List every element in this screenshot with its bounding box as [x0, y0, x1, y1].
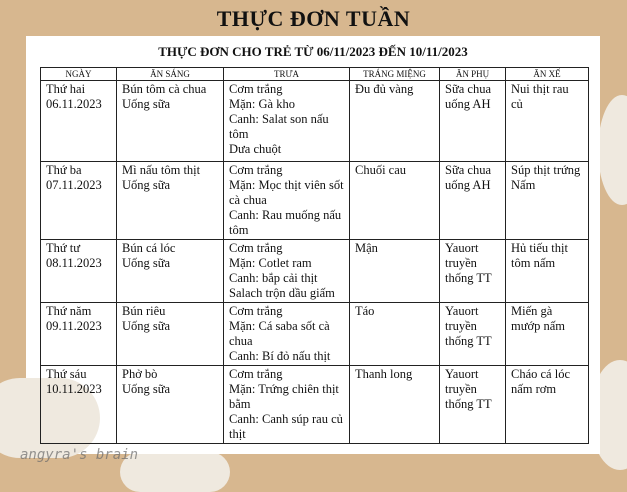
column-header-snack: ĂN PHỤ: [440, 68, 506, 81]
menu-line: Mặn: Cotlet ram: [229, 256, 312, 270]
day-cell: [41, 162, 117, 240]
menu-line: Uống sữa: [122, 256, 171, 270]
afternoon-cell: [506, 303, 589, 366]
dessert-cell: [350, 162, 440, 240]
page-title: THỰC ĐƠN TUẦN: [216, 6, 411, 31]
menu-line: Canh: Canh súp rau củ thịt: [229, 412, 343, 441]
column-header-day: NGÀY: [41, 68, 117, 81]
breakfast-cell: [117, 162, 224, 240]
breakfast-cell: [117, 303, 224, 366]
menu-line: Canh: Salat son nấu tôm: [229, 112, 329, 141]
menu-line: Sữa chua uống AH: [445, 82, 491, 111]
lunch-cell: [224, 366, 350, 444]
dessert-cell: [350, 81, 440, 162]
menu-line: Canh: Bí đỏ nấu thịt: [229, 349, 331, 363]
menu-line: Cơm trắng: [229, 241, 283, 255]
menu-line: Canh: Rau muống nấu tôm: [229, 208, 342, 237]
menu-line: Yauort truyền thống TT: [445, 367, 492, 411]
menu-heading: THỰC ĐƠN CHO TRẺ TỪ 06/11/2023 ĐẾN 10/11/2023: [158, 44, 468, 59]
afternoon-cell: [506, 162, 589, 240]
menu-line: Cơm trắng: [229, 82, 283, 96]
menu-line: Táo: [355, 304, 375, 318]
menu-line: Dưa chuột: [229, 142, 282, 156]
menu-line: Thanh long: [355, 367, 413, 381]
menu-line: Đu đủ vàng: [355, 82, 414, 96]
day-name: Thứ hai: [46, 82, 86, 96]
menu-line: Cơm trắng: [229, 367, 283, 381]
menu-line: Sữa chua uống AH: [445, 163, 491, 192]
snack-cell: [440, 240, 506, 303]
menu-line: Mặn: Cá saba sốt cà chua: [229, 319, 330, 348]
day-name: Thứ sáu: [46, 367, 87, 381]
day-date: 06.11.2023: [46, 97, 102, 111]
menu-line: Salach trộn dầu giấm: [229, 286, 335, 300]
table-row: [41, 162, 589, 240]
lunch-cell: [224, 162, 350, 240]
menu-line: Yauort truyền thống TT: [445, 304, 492, 348]
dessert-cell: [350, 303, 440, 366]
menu-line: Canh: bắp cải thịt: [229, 271, 318, 285]
dessert-cell: [350, 240, 440, 303]
snack-cell: [440, 81, 506, 162]
menu-line: Uống sữa: [122, 319, 171, 333]
table-row: [41, 366, 589, 444]
menu-line: Mì nấu tôm thịt: [122, 163, 201, 177]
menu-line: Mặn: Mọc thịt viên sốt cà chua: [229, 178, 344, 207]
menu-line: Miến gà mướp nấm: [511, 304, 566, 333]
table-row: [41, 303, 589, 366]
column-header-afternoon: ĂN XẾ: [506, 68, 589, 81]
watermark-text: angyra's brain: [20, 447, 139, 463]
day-name: Thứ ba: [46, 163, 82, 177]
column-header-dessert: TRÁNG MIỆNG: [350, 68, 440, 81]
menu-line: Hủ tiếu thịt tôm nấm: [511, 241, 568, 270]
day-date: 09.11.2023: [46, 319, 102, 333]
day-date: 08.11.2023: [46, 256, 102, 270]
menu-line: Uống sữa: [122, 382, 171, 396]
menu-line: Cơm trắng: [229, 163, 283, 177]
dessert-cell: [350, 366, 440, 444]
menu-line: Uống sữa: [122, 178, 171, 192]
menu-line: Bún riêu: [122, 304, 166, 318]
menu-line: Phở bò: [122, 367, 158, 381]
snack-cell: [440, 303, 506, 366]
menu-line: Cơm trắng: [229, 304, 283, 318]
menu-line: Uống sữa: [122, 97, 171, 111]
decorative-blob: [598, 95, 627, 205]
afternoon-cell: [506, 240, 589, 303]
lunch-cell: [224, 81, 350, 162]
column-header-breakfast: ĂN SÁNG: [117, 68, 224, 81]
menu-line: Bún cá lóc: [122, 241, 176, 255]
breakfast-cell: [117, 81, 224, 162]
breakfast-cell: [117, 240, 224, 303]
day-cell: [41, 366, 117, 444]
menu-line: Bún tôm cà chua: [122, 82, 207, 96]
day-cell: [41, 240, 117, 303]
day-date: 07.11.2023: [46, 178, 102, 192]
menu-line: Mặn: Trứng chiên thịt bằm: [229, 382, 339, 411]
menu-line: Cháo cá lóc nấm rơm: [511, 367, 571, 396]
day-name: Thứ năm: [46, 304, 92, 318]
lunch-cell: [224, 303, 350, 366]
day-cell: [41, 303, 117, 366]
day-name: Thứ tư: [46, 241, 81, 255]
menu-line: Chuối cau: [355, 163, 407, 177]
menu-line: Mặn: Gà kho: [229, 97, 295, 111]
breakfast-cell: [117, 366, 224, 444]
table-row: [41, 240, 589, 303]
snack-cell: [440, 366, 506, 444]
day-cell: [41, 81, 117, 162]
column-header-lunch: TRƯA: [224, 68, 350, 81]
afternoon-cell: [506, 366, 589, 444]
menu-line: Mận: [355, 241, 378, 255]
table-row: [41, 81, 589, 162]
day-date: 10.11.2023: [46, 382, 102, 396]
lunch-cell: [224, 240, 350, 303]
weekly-menu-table: [40, 67, 589, 444]
menu-line: Súp thịt trứng Nấm: [511, 163, 581, 192]
menu-line: Yauort truyền thống TT: [445, 241, 492, 285]
table-header-row: [41, 68, 589, 81]
snack-cell: [440, 162, 506, 240]
afternoon-cell: [506, 81, 589, 162]
menu-line: Nui thịt rau củ: [511, 82, 569, 111]
